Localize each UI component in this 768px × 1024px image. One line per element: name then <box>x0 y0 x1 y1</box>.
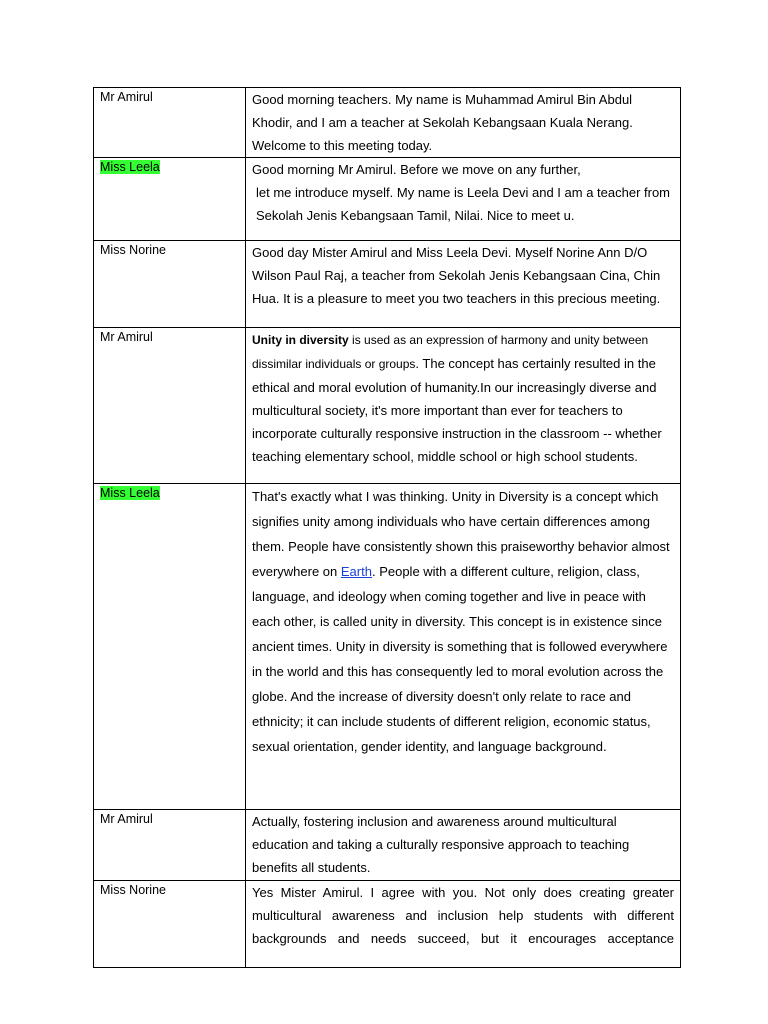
speech-text: backgrounds and needs succeed, but it encourages acceptance <box>252 931 674 946</box>
table-row <box>94 881 681 968</box>
speaker-name: Mr Amirul <box>100 812 153 826</box>
speech-text: multicultural awareness and inclusion help students with different <box>252 908 674 923</box>
earth-link[interactable]: Earth <box>340 564 372 579</box>
speaker-cell <box>94 484 246 810</box>
table-row <box>94 484 681 810</box>
bold-term: Unity in diversity <box>252 333 349 347</box>
speech-cell <box>246 158 681 241</box>
speaker-name: Mr Amirul <box>100 330 153 344</box>
speaker-name: Mr Amirul <box>100 90 153 104</box>
speech-cell <box>246 881 681 968</box>
speech-text: Good morning Mr Amirul. Before we move on any further, <box>252 162 581 177</box>
speaker-name: Miss Norine <box>100 883 166 897</box>
table-row <box>94 328 681 484</box>
speech-text: Yes Mister Amirul. I agree with you. Not only does creating greater <box>252 885 674 900</box>
table-row <box>94 241 681 328</box>
dialogue-table <box>93 87 681 968</box>
speech-text: let me introduce myself. My name is Leela Devi and I am a teacher from Sekolah Jenis Kebangsaan Tamil, Nilai. Nice to meet u. <box>256 185 671 223</box>
speech-text: Good day Mister Amirul and Miss Leela Devi. Myself Norine Ann D/O Wilson Paul Raj, a teacher from Sekolah Jenis Kebangsaan Cina, Chin Hua. It is a pleasure to meet you two teachers in this precious meeting. <box>252 245 661 306</box>
speaker-name-highlighted: Miss Leela <box>100 486 160 500</box>
table-row <box>94 88 681 158</box>
speaker-cell <box>94 241 246 328</box>
speaker-cell <box>94 881 246 968</box>
speech-text: Good morning teachers. My name is Muhammad Amirul Bin Abdul Khodir, and I am a teacher at Sekolah Kebangsaan Kuala Nerang. Welcome to this meeting today. <box>252 92 633 153</box>
table-row <box>94 158 681 241</box>
speech-text: Actually, fostering inclusion and awareness around multicultural education and taking a culturally responsive approach to teaching benefits all students. <box>252 814 630 875</box>
speech-cell <box>246 241 681 328</box>
speaker-cell <box>94 328 246 484</box>
speech-cell <box>246 88 681 158</box>
speech-cell <box>246 328 681 484</box>
speaker-name-highlighted: Miss Leela <box>100 160 160 174</box>
speaker-cell <box>94 88 246 158</box>
speech-cell <box>246 810 681 881</box>
speaker-cell <box>94 810 246 881</box>
definition-text: is used as an expression of harmony and unity between dissimilar individuals or groups <box>252 333 649 371</box>
speech-text: . People with a different culture, religion, class, language, and ideology when coming together and live in peace with each other, is called unity in diversity. This concept is in existence since ancient times. Unity in diversity is something that is followed everywhere in the world and this has consequently led to moral evolution across the globe. And the increase of diversity doesn't only relate to race and ethnicity; it can include students of different religion, economic status, sexual orientation, gender identity, and language background. <box>252 564 668 754</box>
speaker-name: Miss Norine <box>100 243 166 257</box>
speech-text: . The concept has certainly resulted in the ethical and moral evolution of humanity.In our increasingly diverse and multicultural society, it's more important than ever for teachers to incorporate culturally responsive instruction in the classroom -- whether teaching elementary school, middle school or high school students. <box>252 356 662 464</box>
speaker-cell <box>94 158 246 241</box>
speech-text: That's exactly what I was thinking. Unity in Diversity is a concept which signifies unity among individuals who have certain differences among them. People have consistently shown this praiseworthy behavior almost everywhere on <box>252 489 670 579</box>
speech-cell <box>246 484 681 810</box>
table-row <box>94 810 681 881</box>
